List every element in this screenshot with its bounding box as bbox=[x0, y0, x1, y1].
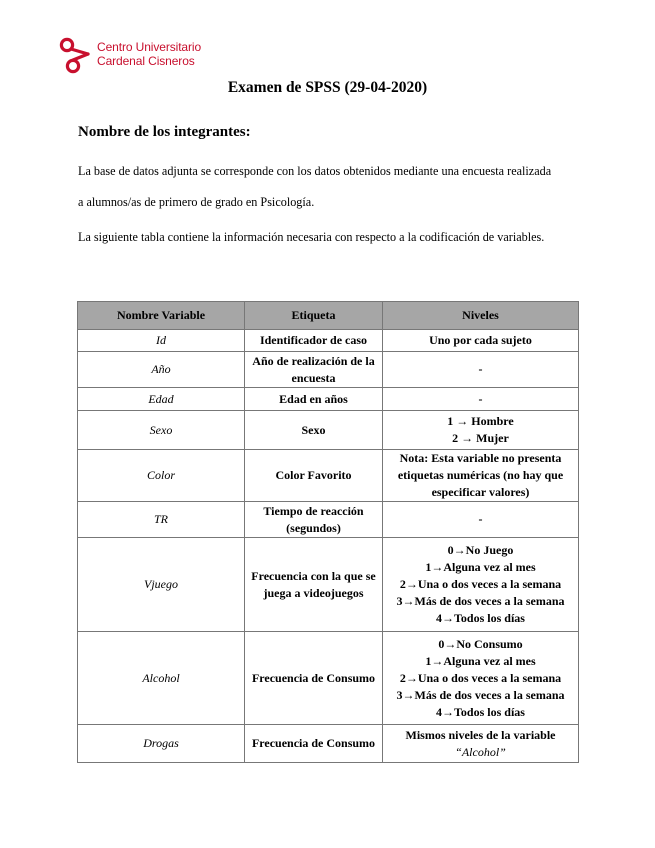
variable-name: Drogas bbox=[78, 725, 245, 763]
table-intro-paragraph: La siguiente tabla contiene la información necesaria con respecto a la codificación de variables. bbox=[78, 230, 545, 244]
variable-levels bbox=[383, 632, 579, 725]
level-item: Mismos niveles de la variable bbox=[405, 727, 556, 742]
level-item: 1 → Hombre bbox=[447, 414, 514, 428]
logo-text-line1: Centro Universitario bbox=[97, 40, 202, 54]
table-header-row bbox=[78, 302, 579, 330]
level-item-italic: “Alcohol” bbox=[455, 744, 506, 759]
variable-label: Frecuencia de Consumo bbox=[245, 725, 383, 763]
institution-logo bbox=[58, 36, 208, 76]
variable-name: Id bbox=[78, 330, 245, 352]
variable-label: Sexo bbox=[245, 411, 383, 450]
level-item: - bbox=[478, 362, 483, 376]
level-item: Uno por cada sujeto bbox=[429, 333, 532, 347]
variable-label: Frecuencia con la que se juega a videojuegos bbox=[245, 538, 383, 632]
table-row bbox=[78, 352, 579, 388]
level-item: 2→Una o dos veces a la semana bbox=[399, 670, 562, 685]
table-row bbox=[78, 411, 579, 450]
level-item: 0→No Juego bbox=[447, 543, 514, 557]
level-item: 4→Todos los días bbox=[436, 611, 525, 625]
page-title: Examen de SPSS (29-04-2020) bbox=[227, 79, 428, 96]
table-row bbox=[78, 632, 579, 725]
level-item: - bbox=[478, 512, 483, 526]
level-item: 3→Más de dos veces a la semana bbox=[396, 594, 565, 608]
logo-text-line2: Cardenal Cisneros bbox=[97, 54, 195, 68]
variable-name: Alcohol bbox=[78, 632, 245, 725]
level-item: 2→Una o dos veces a la semana bbox=[399, 577, 562, 591]
variable-levels bbox=[383, 330, 579, 352]
variable-coding-table bbox=[77, 301, 579, 763]
variable-label: Tiempo de reacción (segundos) bbox=[245, 502, 383, 538]
intro-paragraph-line1: La base de datos adjunta se corresponde con los datos obtenidos mediante una encuesta realizada bbox=[78, 164, 552, 178]
variable-label: Edad en años bbox=[245, 388, 383, 411]
header-variable-name: Nombre Variable bbox=[78, 302, 245, 330]
variable-name: Vjuego bbox=[78, 538, 245, 632]
cisneros-logo-icon bbox=[58, 36, 94, 76]
level-item: 3→Más de dos veces a la semana bbox=[396, 687, 565, 702]
table-row bbox=[78, 450, 579, 502]
variable-levels bbox=[383, 411, 579, 450]
level-item: 4→Todos los días bbox=[436, 704, 525, 719]
level-item: 1→Alguna vez al mes bbox=[425, 560, 536, 574]
variable-levels bbox=[383, 450, 579, 502]
section-heading: Nombre de los integrantes: bbox=[78, 124, 251, 140]
variable-label: Identificador de caso bbox=[245, 330, 383, 352]
intro-paragraph-line2: a alumnos/as de primero de grado en Psicología. bbox=[78, 195, 315, 209]
variable-label: Color Favorito bbox=[245, 450, 383, 502]
table-row bbox=[78, 330, 579, 352]
level-item: - bbox=[478, 391, 483, 406]
variable-levels bbox=[383, 352, 579, 388]
table-row bbox=[78, 538, 579, 632]
header-label: Etiqueta bbox=[245, 302, 383, 330]
level-item: 0→No Consumo bbox=[438, 636, 523, 651]
level-item: Nota: Esta variable no presenta etiquetas numéricas (no hay que especificar valores) bbox=[397, 451, 564, 499]
table-row bbox=[78, 725, 579, 763]
variable-levels bbox=[383, 725, 579, 763]
variable-name: Color bbox=[78, 450, 245, 502]
variable-name: Sexo bbox=[78, 411, 245, 450]
variable-label: Frecuencia de Consumo bbox=[245, 632, 383, 725]
table-row bbox=[78, 502, 579, 538]
variable-levels bbox=[383, 502, 579, 538]
level-item: 1→Alguna vez al mes bbox=[425, 653, 536, 668]
variable-name: TR bbox=[78, 502, 245, 538]
variable-levels bbox=[383, 388, 579, 411]
level-item: 2 → Mujer bbox=[452, 431, 509, 445]
variable-name: Edad bbox=[78, 388, 245, 411]
header-levels: Niveles bbox=[383, 302, 579, 330]
variable-name: Año bbox=[78, 352, 245, 388]
variable-levels bbox=[383, 538, 579, 632]
table-row bbox=[78, 388, 579, 411]
variable-label: Año de realización de la encuesta bbox=[245, 352, 383, 388]
